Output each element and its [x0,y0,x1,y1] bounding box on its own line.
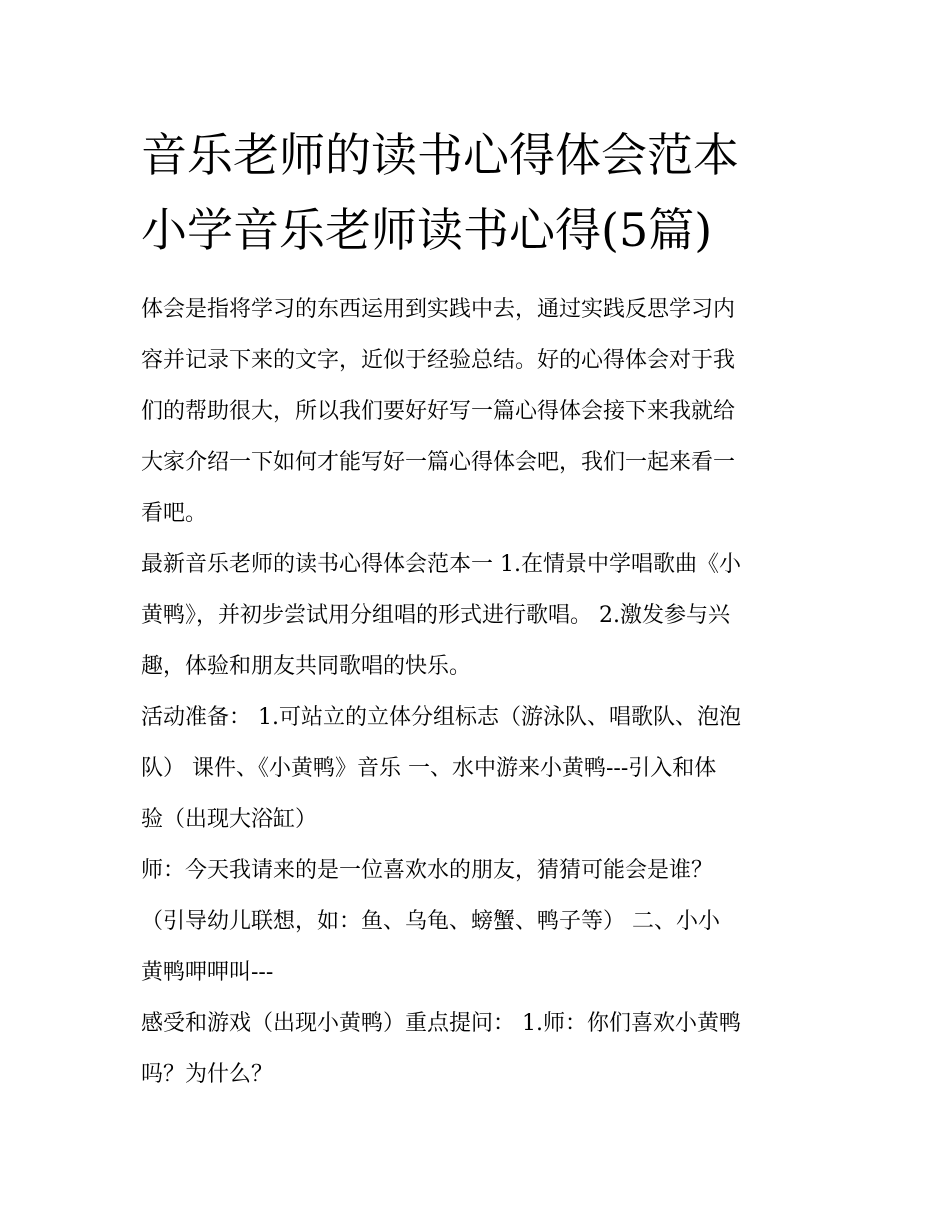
paragraph-key-questions [141,998,813,1100]
text-line: 容并记录下来的文字，近似于经验总结。好的心得体会对于我 [141,348,736,373]
text-line: 们的帮助很大，所以我们要好好写一篇心得体会接下来我就给 [141,399,736,424]
text-line: 趣，体验和朋友共同歌唱的快乐。 [141,654,472,679]
title-line-2: 小学音乐老师读书心得(5篇) [141,203,713,257]
text-line: 验（出现大浴缸） [141,807,318,832]
text-line: 最新音乐老师的读书心得体会范本一 1.在情景中学唱歌曲《小 [141,552,741,577]
document-body [141,284,813,1100]
title-line-1: 音乐老师的读书心得体会范本 [141,128,739,182]
document-content [141,118,813,1100]
text-line: 吗？为什么？ [141,1062,274,1087]
text-line: 体会是指将学习的东西运用到实践中去，通过实践反思学习内 [141,297,736,322]
text-line: 黄鸭呷呷叫--- [141,960,274,985]
text-line: 队） 课件、《小黄鸭》音乐 一、水中游来小黄鸭---引入和体 [141,756,717,781]
text-line: 看吧。 [141,501,208,526]
paragraph-intro [141,284,813,539]
text-line: （引导幼儿联想，如：鱼、乌龟、螃蟹、鸭子等） 二、小小 [141,909,720,934]
text-line: 活动准备： 1.可站立的立体分组标志（游泳队、唱歌队、泡泡 [141,705,741,730]
paragraph-teacher-question [141,845,813,998]
text-line: 黄鸭》，并初步尝试用分组唱的形式进行歌唱。 2.激发参与兴 [141,603,730,628]
document-title [141,118,813,268]
paragraph-example-one [141,539,813,692]
text-line: 师：今天我请来的是一位喜欢水的朋友，猜猜可能会是谁？ [141,858,714,883]
paragraph-activity-prep [141,692,813,845]
text-line: 大家介绍一下如何才能写好一篇心得体会吧，我们一起来看一 [141,450,736,475]
text-line: 感受和游戏（出现小黄鸭）重点提问： 1.师：你们喜欢小黄鸭 [141,1011,741,1036]
